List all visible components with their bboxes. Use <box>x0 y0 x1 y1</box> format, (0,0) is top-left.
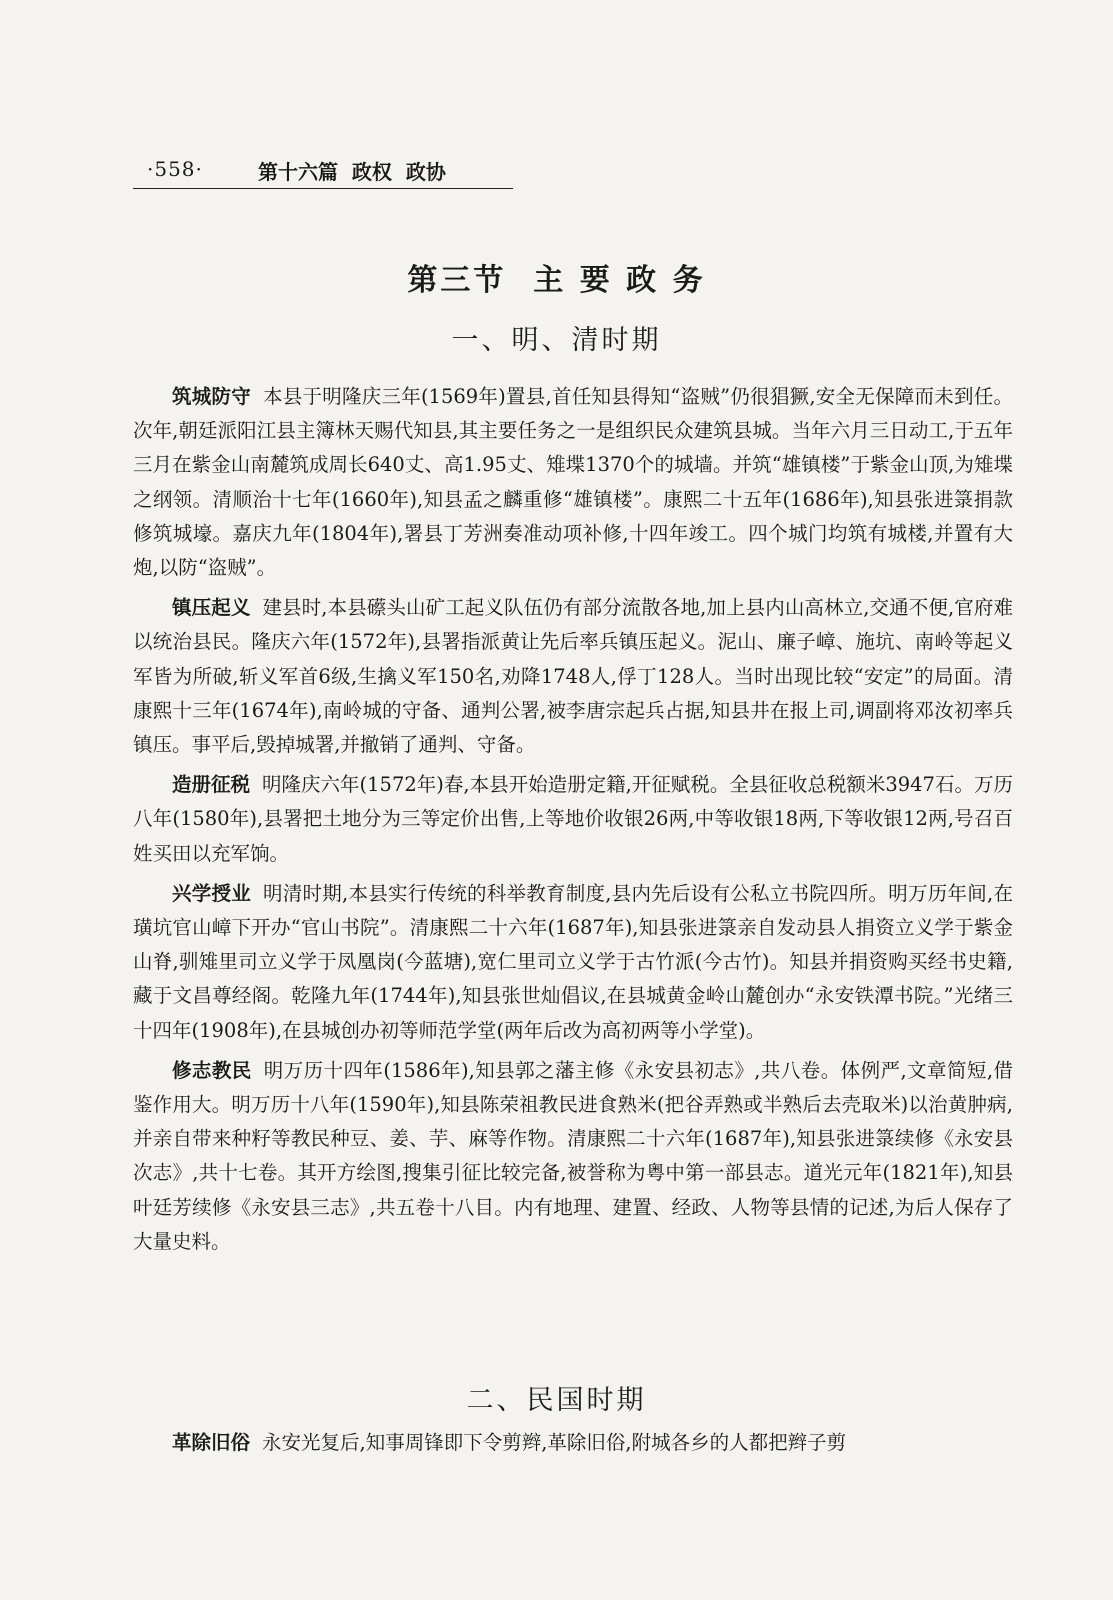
chapter-title: 第十六篇 政权 政协 <box>258 160 446 184</box>
paragraph <box>133 877 1013 1048</box>
paragraph-lead: 镇压起义 <box>172 596 251 620</box>
paragraph-text: 明万历十四年(1586年),知县郭之藩主修《永安县初志》,共八卷。体例严,文章简短,借鉴作用大。明万历十八年(1590年),知县陈荣祖教民进食熟米(把谷弄熟或半熟后去壳取米)以治黄肿病,并亲自带来种籽等教民种豆、姜、芋、麻等作物。清康熙二十六年(1687年),知县张进箓续修《永安县次志》,共十七卷。其开方绘图,搜集引征比较完备,被誉称为粤中第一部县志。道光元年(1821年),知县叶廷芳续修《永安县三志》,共五卷十八目。内有地理、建置、经政、人物等县情的记述,为后人保存了大量史料。 <box>133 1058 1013 1253</box>
subsection-title: 二、民国时期 <box>466 1385 647 1416</box>
paragraph-lead: 革除旧俗 <box>172 1431 251 1454</box>
paragraph-text: 本县于明隆庆三年(1569年)置县,首任知县得知“盗贼”仍很猖獗,安全无保障而未到任。次年,朝廷派阳江县主簿林天赐代知县,其主要任务之一是组织民众建筑县城。当年六月三日动工,于五年三月在紫金山南麓筑成周长640丈、高1.95丈、雉堞1370个的城墙。并筑“雄镇楼”于紫金山顶,为雉堞之纲领。清顺治十七年(1660年),知县孟之麟重修“雄镇楼”。康熙二十五年(1686年),知县张进箓捐款修筑城壕。嘉庆九年(1804年),署县丁芳洲奏准动项补修,十四年竣工。四个城门均筑有城楼,并置有大炮,以防“盗贼”。 <box>133 385 1013 580</box>
paragraph <box>133 591 1013 762</box>
paragraph-text: 明隆庆六年(1572年)春,本县开始造册定籍,开征赋税。全县征收总税额米3947石。万历八年(1580年),县署把土地分为三等定价出售,上等地价收银26两,中等收银18两,下等收银12两,号召百姓买田以充军饷。 <box>133 773 1013 865</box>
subsection-body <box>133 380 1013 1265</box>
subsection-body <box>133 1426 1013 1466</box>
paragraph <box>133 380 1013 585</box>
page-number: ·558· <box>147 157 203 181</box>
subsection-title: 一、明、清时期 <box>451 325 662 356</box>
paragraph-text: 建县时,本县礤头山矿工起义队伍仍有部分流散各地,加上县内山高林立,交通不便,官府难以统治县民。隆庆六年(1572年),县署指派黄让先后率兵镇压起义。泥山、廉子嶂、施坑、南岭等起义军皆为所破,斩义军首6级,生擒义军150名,劝降1748人,俘丁128人。当时出现比较“安定”的局面。清康熙十三年(1674年),南岭城的守备、通判公署,被李唐宗起兵占据,知县井在报上司,调副将邓汝初率兵镇压。事平后,毁掉城署,并撤销了通判、守备。 <box>133 596 1013 757</box>
paragraph-lead: 修志教民 <box>172 1058 252 1082</box>
paragraph-text: 永安光复后,知事周锋即下令剪辫,革除旧俗,附城各乡的人都把辫子剪 <box>262 1431 847 1454</box>
paragraph-lead: 筑城防守 <box>172 385 251 408</box>
section-title: 第三节 主 要 政 务 <box>407 263 706 298</box>
paragraph-lead: 造册征税 <box>172 773 251 797</box>
paragraph <box>133 1054 1013 1259</box>
running-header <box>133 150 513 189</box>
paragraph-lead: 兴学授业 <box>172 881 252 905</box>
paragraph <box>133 768 1013 871</box>
paragraph-text: 明清时期,本县实行传统的科举教育制度,县内先后设有公私立书院四所。明万历年间,在璜坑官山嶂下开办“官山书院”。清康熙二十六年(1687年),知县张进箓亲自发动县人捐资立义学于紫金山脊,驯雉里司立义学于凤凰岗(今蓝塘),宽仁里司立义学于古竹派(今古竹)。知县并捐资购买经书史籍,藏于文昌尊经阁。乾隆九年(1744年),知县张世灿倡议,在县城黄金岭山麓创办“永安铁潭书院。”光绪三十四年(1908年),在县城创办初等师范学堂(两年后改为高初两等小学堂)。 <box>133 881 1013 1042</box>
paragraph <box>133 1426 1013 1460</box>
